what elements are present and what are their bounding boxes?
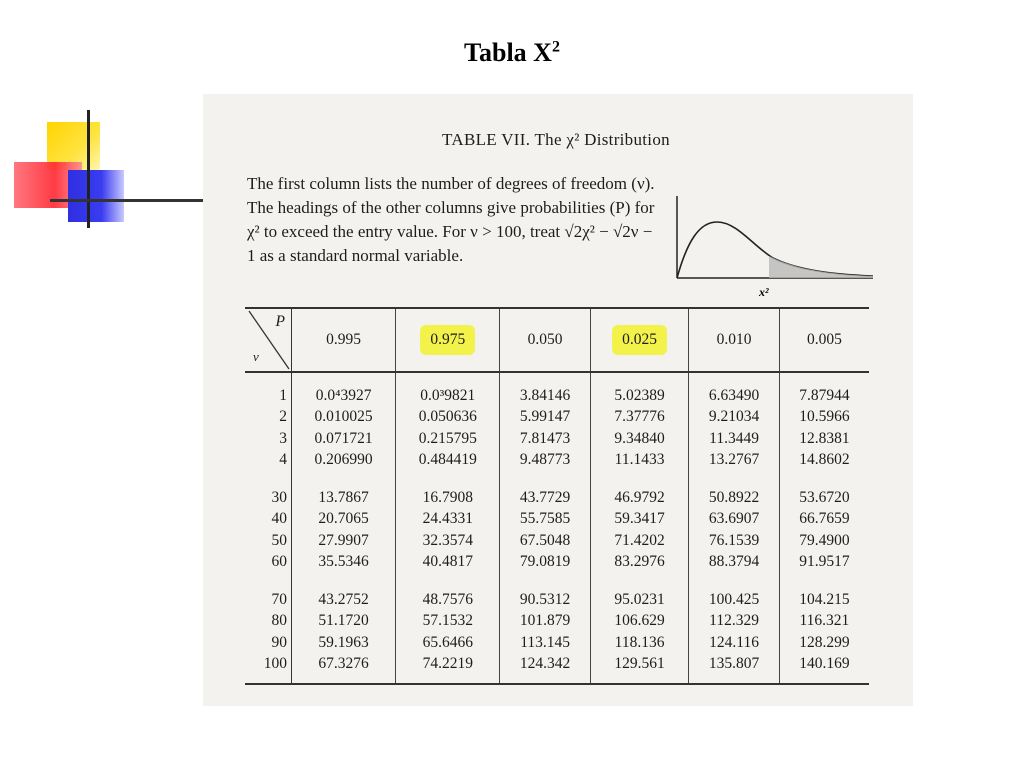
table-row [245, 530, 869, 552]
table-row [245, 450, 869, 476]
value-cell: 124.342 [500, 654, 591, 685]
df-cell: 60 [245, 552, 292, 578]
value-cell: 6.63490 [689, 372, 780, 407]
value-cell: 11.3449 [689, 428, 780, 450]
df-cell: 2 [245, 407, 292, 429]
value-cell: 43.7729 [500, 475, 591, 509]
value-cell: 51.1720 [292, 611, 396, 633]
value-cell: 95.0231 [590, 577, 688, 611]
value-cell: 27.9907 [292, 530, 396, 552]
value-cell: 100.425 [689, 577, 780, 611]
table-row [245, 611, 869, 633]
value-cell: 16.7908 [396, 475, 500, 509]
table-row [245, 407, 869, 429]
df-cell: 30 [245, 475, 292, 509]
value-cell: 53.6720 [799, 488, 850, 506]
value-cell: 0.0⁴3927 [292, 372, 396, 407]
value-cell: 74.2219 [396, 654, 500, 685]
value-cell: 13.2767 [689, 450, 780, 476]
value-cell: 90.5312 [500, 577, 591, 611]
value-cell: 135.807 [689, 654, 780, 685]
table-row [245, 577, 869, 611]
column-header: 0.995 [292, 308, 396, 372]
column-header: 0.005 [779, 308, 869, 372]
value-cell: 40.4817 [396, 552, 500, 578]
value-cell: 129.561 [590, 654, 688, 685]
value-cell: 83.2976 [590, 552, 688, 578]
value-cell: 0.0³9821 [396, 372, 500, 407]
df-cell: 3 [245, 428, 292, 450]
value-cell: 5.99147 [500, 407, 591, 429]
df-cell: 50 [245, 530, 292, 552]
value-cell: 0.215795 [396, 428, 500, 450]
value-cell: 128.299 [799, 633, 850, 651]
value-cell: 140.169 [779, 654, 869, 685]
table-row [245, 509, 869, 531]
value-cell: 7.37776 [590, 407, 688, 429]
value-cell: 118.136 [590, 632, 688, 654]
value-cell: 67.3276 [292, 654, 396, 685]
value-cell: 43.2752 [292, 577, 396, 611]
df-cell: 90 [245, 632, 292, 654]
value-cell: 11.1433 [590, 450, 688, 476]
value-cell: 67.5048 [500, 530, 591, 552]
value-cell: 7.81473 [500, 428, 591, 450]
table-header-row [245, 308, 869, 372]
value-cell: 48.7576 [396, 577, 500, 611]
value-cell: 71.4202 [590, 530, 688, 552]
df-cell: 40 [245, 509, 292, 531]
df-cell: 4 [245, 450, 292, 476]
value-cell: 0.206990 [292, 450, 396, 476]
value-cell: 59.3417 [590, 509, 688, 531]
value-cell: 116.321 [799, 612, 850, 630]
highlight-mark: 0.975 [420, 325, 475, 355]
value-cell: 59.1963 [292, 632, 396, 654]
corner-nu-label: ν [253, 349, 259, 364]
value-cell: 106.629 [590, 611, 688, 633]
column-header: 0.050 [500, 308, 591, 372]
value-cell: 0.484419 [396, 450, 500, 476]
table-row [245, 552, 869, 578]
column-header-highlighted [590, 308, 688, 372]
column-header-highlighted [396, 308, 500, 372]
table-row [245, 428, 869, 450]
corner-p-label: P [275, 313, 285, 330]
scanned-table-image [203, 94, 913, 706]
value-cell: 55.7585 [500, 509, 591, 531]
value-cell: 0.010025 [292, 407, 396, 429]
chi-square-table [245, 307, 869, 685]
corner-cell [245, 308, 292, 372]
value-cell: 65.6466 [396, 632, 500, 654]
table-row [245, 654, 869, 685]
table-description: The first column lists the number of degrees of freedom (ν). The headings of the other columns give probabilities (P) for χ² to exceed the entry value. For ν > 100, treat √2χ² − √2ν − 1 as a standard normal variable. [247, 174, 655, 265]
value-cell: 3.84146 [500, 372, 591, 407]
logo-horizontal-line [50, 199, 206, 202]
value-cell: 112.329 [689, 611, 780, 633]
value-cell: 35.5346 [292, 552, 396, 578]
value-cell: 88.3794 [689, 552, 780, 578]
logo-blue-block [68, 170, 124, 222]
value-cell: 50.8922 [689, 475, 780, 509]
df-cell: 100 [245, 654, 292, 685]
value-cell: 24.4331 [396, 509, 500, 531]
value-cell: 91.9517 [799, 553, 850, 571]
table-row [245, 475, 869, 509]
logo-vertical-line [87, 110, 90, 228]
value-cell: 20.7065 [292, 509, 396, 531]
value-cell: 46.9792 [590, 475, 688, 509]
value-cell: 0.050636 [396, 407, 500, 429]
table-row [245, 372, 869, 407]
value-cell: 9.48773 [500, 450, 591, 476]
value-cell: 14.8602 [799, 451, 850, 469]
value-cell: 113.145 [500, 632, 591, 654]
value-cell: 57.1532 [396, 611, 500, 633]
value-cell: 79.0819 [500, 552, 591, 578]
table-heading: TABLE VII. The χ² Distribution [442, 130, 670, 149]
df-cell: 1 [245, 372, 292, 407]
table-row [245, 632, 869, 654]
slide-title-text: Tabla X [464, 38, 552, 67]
value-cell: 63.6907 [689, 509, 780, 531]
value-cell: 0.071721 [292, 428, 396, 450]
value-cell: 124.116 [689, 632, 780, 654]
value-cell: 13.7867 [292, 475, 396, 509]
value-cell: 76.1539 [689, 530, 780, 552]
value-cell: 101.879 [500, 611, 591, 633]
value-cell: 79.4900 [799, 531, 850, 549]
value-cell: 66.7659 [799, 510, 850, 528]
value-cell: 104.215 [799, 590, 850, 608]
curve-axis-label: x² [759, 285, 769, 299]
highlight-mark: 0.025 [612, 325, 667, 355]
df-cell: 70 [245, 577, 292, 611]
column-header: 0.010 [689, 308, 780, 372]
value-cell: 10.5966 [799, 408, 850, 426]
value-cell: 12.8381 [799, 429, 850, 447]
value-cell: 9.34840 [590, 428, 688, 450]
value-cell: 7.87944 [799, 386, 850, 404]
value-cell: 5.02389 [590, 372, 688, 407]
df-cell: 80 [245, 611, 292, 633]
value-cell: 9.21034 [689, 407, 780, 429]
slide-title-superscript: 2 [551, 38, 560, 56]
slide-title [0, 38, 1024, 68]
chi-square-curve-figure [673, 194, 873, 304]
value-cell: 32.3574 [396, 530, 500, 552]
